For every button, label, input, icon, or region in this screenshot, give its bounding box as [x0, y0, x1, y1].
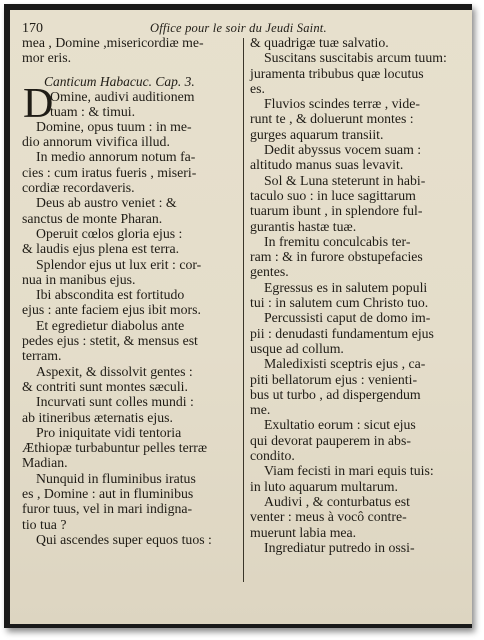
text-line: & quadrigæ tuæ salvatio. — [250, 35, 389, 50]
text-line: Viam fecisti in mari equis tuis: — [264, 463, 434, 479]
text-line: cies : cum iratus fueris , miseri- — [22, 164, 197, 180]
page-number: 170 — [22, 21, 43, 36]
text-line: usque ad collum. — [250, 340, 344, 356]
text-line: tuarum ibunt , in splendore ful- — [250, 203, 423, 219]
text-line: Fluvios scindes terræ , vide- — [264, 96, 420, 112]
text-line: qui devorat pauperem in abs- — [250, 432, 411, 448]
text-line: venter : meus à vocô contre- — [250, 509, 407, 525]
text-line: Percussisti caput de domo im- — [264, 310, 431, 326]
text-line: Sol & Luna steterunt in habi- — [264, 172, 426, 188]
text-line: condito. — [250, 448, 295, 464]
left-verse-lines — [22, 119, 242, 547]
text-line: Et egredietur diabolus ante — [36, 317, 185, 333]
text-line: juramenta tribubus quæ locutus — [250, 65, 424, 81]
text-line: me. — [250, 402, 271, 418]
text-line: Operuit cœlos gloria ejus : — [36, 225, 183, 241]
text-line: terram. — [22, 348, 62, 364]
text-line: Exultatio eorum : sicut ejus — [264, 417, 416, 433]
text-line: Maledixisti sceptris ejus , ca- — [264, 356, 426, 372]
text-line: cordiæ recordaveris. — [22, 180, 135, 196]
text-line: pedes ejus : stetit, & mensus est — [22, 333, 198, 349]
text-line: Deus ab austro veniet : & — [36, 195, 177, 211]
text-line: muerunt labia mea. — [250, 524, 357, 540]
text-line: ab itineribus æternatis ejus. — [22, 409, 173, 425]
text-line: Madian. — [22, 455, 68, 471]
text-line: tui : in salutem cum Christo tuo. — [250, 295, 429, 311]
text-line: In fremitu conculcabis ter- — [264, 233, 411, 249]
text-line: ejus : ante faciem ejus ibit mors. — [22, 302, 201, 318]
text-line: in luto aquarum multarum. — [250, 478, 398, 494]
text-line: Incurvati sunt colles mundi : — [36, 394, 194, 410]
text-line: gurges aquarum transiit. — [250, 126, 384, 142]
text-line: Suscitans suscitabis arcum tuum: — [264, 50, 447, 66]
right-column — [250, 35, 466, 555]
text-line: ram : & in furore obstupefacies — [250, 249, 423, 265]
text-line: tuam : & timui. — [50, 104, 136, 120]
text-line: Dedit abyssus vocem suam : — [264, 142, 422, 158]
text-line: bus ut turbo , ad dispergendum — [250, 386, 421, 402]
text-line: es , Domine : aut in fluminibus — [22, 486, 194, 502]
text-line: Omine, audivi auditionem — [50, 88, 195, 104]
text-line: nua in manibus ejus. — [22, 271, 136, 287]
text-line: Egressus es in salutem populi — [264, 279, 428, 295]
text-line: Aspexit, & dissolvit gentes : — [36, 363, 193, 379]
text-line: mea , Domine ,misericordiæ me- — [22, 35, 204, 50]
drop-cap: D — [23, 80, 54, 127]
text-line: es. — [250, 80, 265, 96]
text-line: Ingrediatur putredo in ossi- — [264, 539, 415, 555]
text-line: piti bellatorum ejus : venienti- — [250, 371, 418, 387]
text-line: runt te , & doluerunt montes : — [250, 111, 414, 127]
text-line: furor tuus, vel in mari indigna- — [22, 501, 193, 517]
text-line: Pro iniquitate vidi tentoria — [36, 424, 182, 440]
text-line: Qui ascendes super equos tuos : — [36, 531, 212, 547]
text-line: & laudis ejus plena est terra. — [22, 241, 180, 257]
text-line: dio annorum vivifica illud. — [22, 134, 170, 150]
running-title: Office pour le soir du Jeudi Saint. — [150, 21, 327, 35]
text-line: sanctus de monte Pharan. — [22, 210, 163, 226]
book-page — [10, 10, 472, 624]
text-line: Æthiopæ turbabuntur pelles terræ — [22, 440, 208, 456]
text-line: Nunquid in fluminibus iratus — [36, 470, 196, 486]
text-line: taculo suo : in luce sagittarum — [250, 187, 416, 203]
text-line: gurantis hastæ tuæ. — [250, 218, 357, 234]
text-line: Audivi , & conturbatus est — [264, 493, 410, 509]
text-line: Ibi abscondita est fortitudo — [36, 287, 185, 303]
text-line: tio tua ? — [22, 516, 67, 532]
text-line: pii : denudasti fundamentum ejus — [250, 325, 434, 341]
text-line: mor eris. — [22, 50, 72, 66]
text-line: altitudo manus suas levavit. — [250, 157, 404, 173]
text-line: & contriti sunt montes sæculi. — [22, 378, 188, 394]
text-line: gentes. — [250, 264, 289, 280]
text-line: Splendor ejus ut lux erit : cor- — [36, 256, 202, 272]
right-verse-lines — [250, 35, 466, 555]
text-line: In medio annorum notum fa- — [36, 149, 196, 165]
text-line: Domine, opus tuum : in me- — [36, 118, 192, 134]
column-divider — [243, 38, 244, 582]
left-column — [22, 35, 242, 547]
canticle-heading: Canticum Habacuc. Cap. 3. — [44, 73, 195, 89]
